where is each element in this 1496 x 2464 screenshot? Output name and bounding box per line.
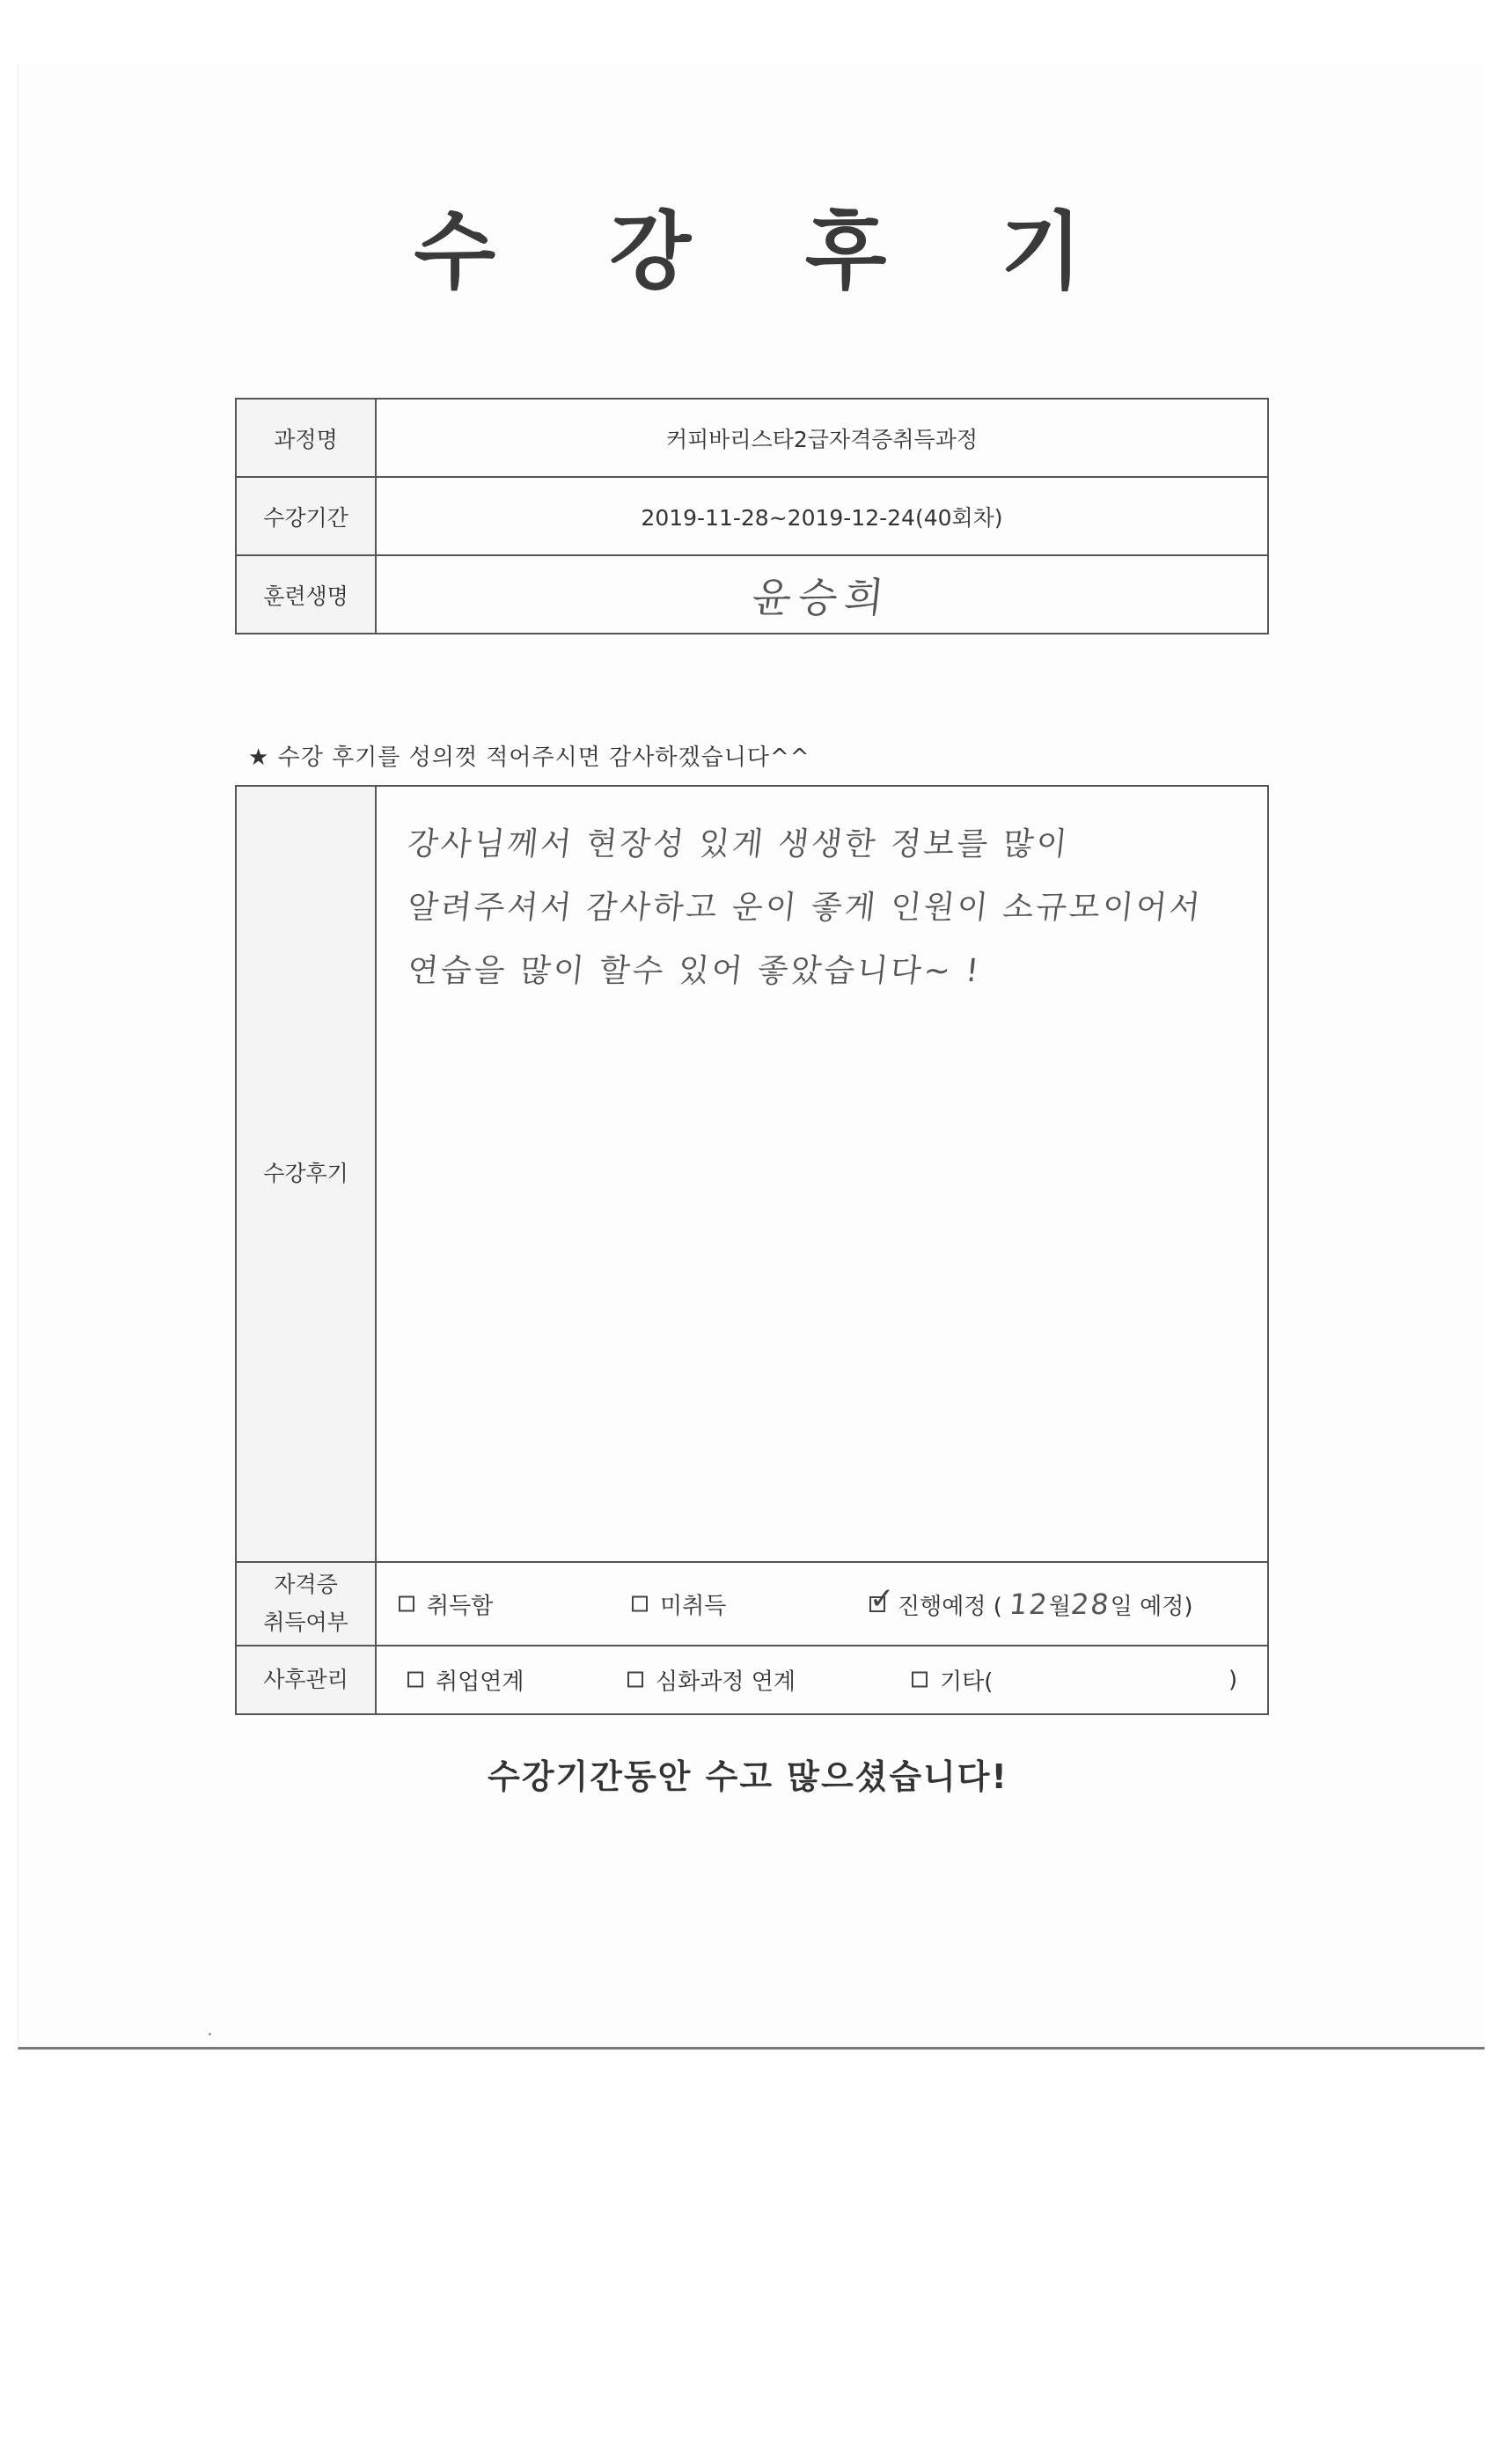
certification-options bbox=[376, 1562, 1268, 1646]
trainee-name-label: 훈련생명 bbox=[236, 555, 376, 634]
scheduled-day-suffix: 일 예정) bbox=[1110, 1593, 1193, 1620]
review-handwritten-text bbox=[407, 813, 1250, 1003]
table-row bbox=[236, 399, 1268, 477]
trainee-name-handwritten: 윤승희 bbox=[750, 573, 894, 621]
option-not-acquired[interactable] bbox=[632, 1588, 726, 1620]
course-period-value: 2019-11-28~2019-12-24(40회차) bbox=[376, 477, 1268, 555]
aftercare-label: 사후관리 bbox=[236, 1646, 376, 1714]
table-row bbox=[236, 786, 1268, 1562]
option-acquired-label: 취득함 bbox=[427, 1593, 494, 1619]
review-notice: ★ 수강 후기를 성의껏 적어주시면 감사하겠습니다^^ bbox=[248, 744, 810, 771]
month-unit: 월 bbox=[1048, 1593, 1071, 1620]
option-advanced-course-label: 심화과정 연계 bbox=[656, 1668, 796, 1696]
option-scheduled-label: 진행예정 ( bbox=[898, 1593, 1002, 1620]
checkbox-icon[interactable] bbox=[912, 1672, 928, 1688]
closing-message: 수강기간동안 수고 많으셨습니다! bbox=[488, 1757, 1008, 1796]
table-row bbox=[236, 1646, 1268, 1714]
checkbox-icon[interactable] bbox=[407, 1672, 423, 1688]
aftercare-options bbox=[376, 1646, 1268, 1714]
course-name-label: 과정명 bbox=[236, 399, 376, 477]
scheduled-month-handwritten: 12 bbox=[1008, 1587, 1051, 1621]
option-other-close: ) bbox=[1228, 1667, 1238, 1693]
course-period-label: 수강기간 bbox=[236, 477, 376, 555]
certification-label-line1: 자격증 bbox=[274, 1572, 338, 1597]
option-acquired[interactable] bbox=[399, 1588, 493, 1620]
option-scheduled[interactable] bbox=[869, 1580, 1193, 1621]
scheduled-day-handwritten: 28 bbox=[1068, 1587, 1112, 1621]
checkbox-icon[interactable] bbox=[399, 1595, 414, 1611]
checkmark-icon: ✓ bbox=[869, 1580, 895, 1617]
checkbox-icon[interactable] bbox=[632, 1595, 648, 1611]
review-table bbox=[235, 785, 1269, 1715]
certification-label-line2: 취득여부 bbox=[263, 1609, 348, 1635]
option-other[interactable] bbox=[912, 1664, 993, 1697]
table-row bbox=[236, 555, 1268, 634]
option-other-label: 기타( bbox=[940, 1668, 994, 1696]
course-info-table bbox=[235, 398, 1269, 634]
option-advanced-course[interactable] bbox=[627, 1664, 796, 1697]
certification-label bbox=[236, 1562, 376, 1646]
review-text-area bbox=[376, 786, 1268, 1562]
review-label: 수강후기 bbox=[236, 786, 376, 1562]
table-row bbox=[236, 477, 1268, 555]
review-line: 알려주셔서 감사하고 운이 좋게 인원이 소규모이어서 bbox=[405, 890, 1205, 926]
trainee-name-cell bbox=[376, 555, 1268, 634]
review-line: 강사님께서 현장성 있게 생생한 정보를 많이 bbox=[405, 826, 1072, 862]
checked-checkbox-icon[interactable] bbox=[869, 1580, 895, 1617]
scan-speck bbox=[209, 2033, 211, 2035]
checkbox-icon[interactable] bbox=[627, 1672, 643, 1688]
option-job-link[interactable] bbox=[407, 1664, 524, 1697]
option-job-link-label: 취업연계 bbox=[436, 1668, 524, 1696]
option-not-acquired-label: 미취득 bbox=[660, 1593, 727, 1619]
course-name-value: 커피바리스타2급자격증취득과정 bbox=[376, 399, 1268, 477]
page-title: 수 강 후 기 bbox=[414, 202, 1125, 301]
review-line: 연습을 많이 할수 있어 좋았습니다~ ! bbox=[405, 953, 983, 989]
table-row bbox=[236, 1562, 1268, 1646]
